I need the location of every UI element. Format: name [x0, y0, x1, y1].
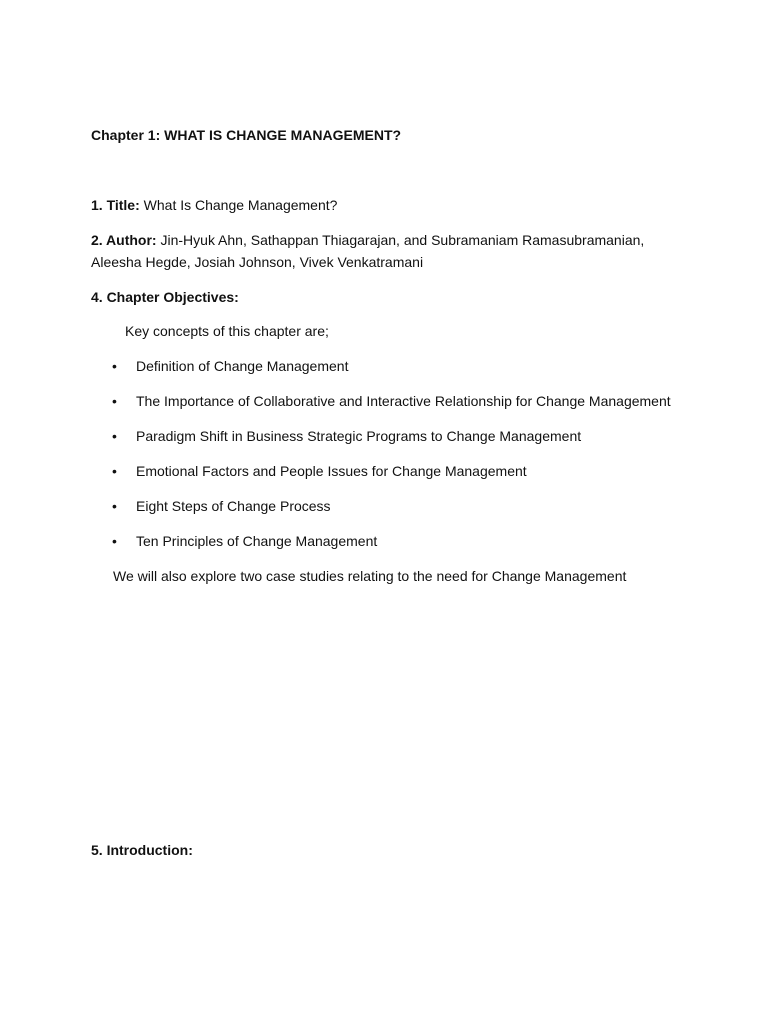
chapter-heading: Chapter 1: WHAT IS CHANGE MANAGEMENT?	[91, 127, 402, 143]
list-item-text: Eight Steps of Change Process	[136, 498, 331, 514]
bullet-icon: •	[112, 358, 117, 374]
bullet-icon: •	[112, 393, 117, 409]
list-item-text: The Importance of Collaborative and Interactive Relationship for Change Management	[136, 393, 671, 409]
introduction-heading: 5. Introduction:	[91, 842, 193, 858]
objectives-heading: 4. Chapter Objectives:	[91, 289, 239, 305]
title-value: What Is Change Management?	[143, 197, 338, 213]
list-item-text: Ten Principles of Change Management	[136, 533, 378, 549]
bullet-icon: •	[112, 463, 117, 479]
bullet-icon: •	[112, 533, 117, 549]
author-names-line-2: Aleesha Hegde, Josiah Johnson, Vivek Venkatramani	[91, 254, 424, 270]
list-item-text: Emotional Factors and People Issues for Change Management	[136, 463, 527, 479]
objectives-closing: We will also explore two case studies relating to the need for Change Management	[113, 568, 627, 584]
list-item-text: Paradigm Shift in Business Strategic Programs to Change Management	[136, 428, 582, 444]
author-names-line-1: Jin-Hyuk Ahn, Sathappan Thiagarajan, and Subramaniam Ramasubramanian,	[160, 232, 645, 248]
author-label: 2. Author:	[91, 232, 157, 248]
title-label: 1. Title:	[91, 197, 140, 213]
title-line	[91, 196, 337, 214]
objectives-intro: Key concepts of this chapter are;	[125, 323, 329, 339]
bullet-icon: •	[112, 498, 117, 514]
author-line	[91, 231, 644, 249]
list-item-text: Definition of Change Management	[136, 358, 349, 374]
bullet-icon: •	[112, 428, 117, 444]
